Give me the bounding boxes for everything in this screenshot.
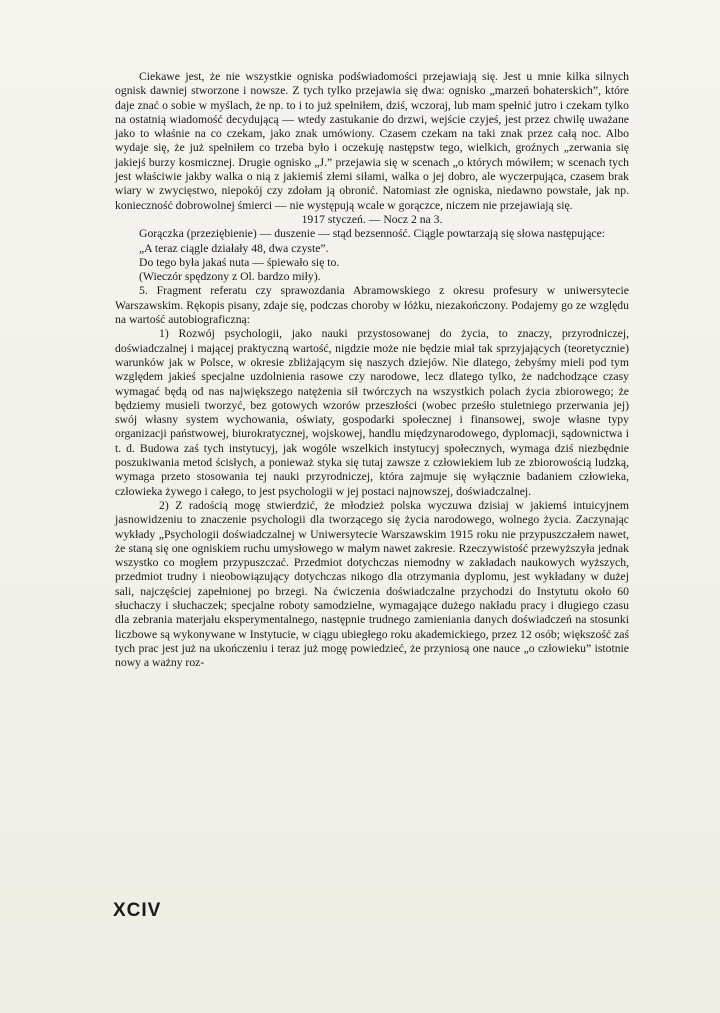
paragraph-podswiadomosc: Ciekawe jest, że nie wszystkie ogniska podświadomości przejawiają się. Jest u mnie kilka silnych ognisk dawniej stworzone i nowsze. Z tych tylko przejawia się dwa: ognisko „marzeń bohaterskich”, które daje znać o sobie w myślach, że np. to i to już spełniłem, dziś, wczoraj, lub mam spełnić jutro i czekam tylko na ostatnią wiadomość decydującą — wtedy zastukanie do drzwi, wejście czyjeś, jest przez chwilę uważane jako to właśnie na co czekam, jako znak umówiony. Czasem czekam na taki znak przez całą noc. Albo wydaje się, że już spełniłem co trzeba było i oczekuję następstw tego, wielkich, groźnych „zerwania się jakiejś burzy kosmicznej. Drugie ognisko „J.” przejawia się w scenach „o których mówiłem; w scenach tych jest właściwie jakby walka o nią z jakiemiś złemi siłami, walka o jej dobro, ale wyczerpująca, czasem brak wiary w zwycięstwo, niepokój czy zdołam ją obronić. Natomiast złe ogniska, niedawno powstałe, jak np. konieczność dobrowolnej śmierci — nie występują wcale w gorączce, niczem nie przejawiają się. — [115, 70, 629, 212]
body-text — [115, 70, 629, 670]
paragraph-goraczka: Gorączka (przeziębienie) — duszenie — stąd bezsenność. Ciągle powtarzają się słowa następujące: — [139, 227, 605, 241]
quoted-line: „A teraz ciągle działały 48, dwa czyste”. — [139, 241, 329, 255]
page-number: XCIV — [113, 900, 162, 921]
numbered-paragraph-2: 2) Z radością mogę stwierdzić, że młodzież polska wyczuwa dzisiaj w jakiemś intuicyjnem jasnowidzeniu to znaczenie psychologii dla tworzącego się życia narodowego, wolnego życia. Zaczynając wykłady „Psychologii doświadczalnej w Uniwersytecie Warszawskim 1915 roku nie przypuszczałem nawet, że staną się one ogniskiem ruchu umysłowego w małym nawet zakresie. Rzeczywistość przewyższyła jednak wszystko co mogłem przypuszczać. Przedmiot dotychczas niemodny w zakładach naukowych wyższych, przedmiot trudny i nieobowiązujący dotychczas nikogo dla otrzymania dyplomu, jest wykładany w dużej sali, najczęściej zapełnionej po brzegi. Na ćwiczenia doświadczalne przychodzi do Instytutu około 60 słuchaczy i słuchaczek; specjalne roboty samodzielne, wymagające dużego nakładu pracy i długiego czasu dla zebrania materjału eksperymentalnego, następnie trudnego zamieniania danych doświadczeń na stosunki liczbowe są wykonywane w Instytucie, w ciągu ubiegłego roku akademickiego, przez 12 osób; większość zaś tych prac jest już na ukończeniu i teraz już mogę powiedzieć, że przyniosą one nauce „o człowieku” istotnie nowy a ważny roz- — [115, 498, 629, 670]
note-line: Do tego była jakaś nuta — śpiewało się to. — [139, 255, 340, 269]
numbered-paragraph-1: 1) Rozwój psychologii, jako nauki przystosowanej do życia, to znaczy, przyrodniczej, doświadczalnej i mającej praktyczną wartość, nigdzie może nie będzie miał tak sprzyjających (teoretycznie) warunków jak w Polsce, w okresie zbliżającym się naszych dziejów. Nie dlatego, żebyśmy mieli pod tym względem jakieś specjalne uzdolnienia rasowe czy narodowe, lecz dlatego tylko, że nadchodzące czasy wymagać będą od nas największego natężenia sił twórczych na wszystkich polach życia zbiorowego; że będziemy musieli tworzyć, bez gotowych wzorów przeszłości (wobec prześło stuletniego przerwania jej) swój własny system wychowania, oświaty, gospodarki społecznej i finansowej, swoje własne typy organizacji państwowej, biurokratycznej, wojskowej, handlu międzynarodowego, dyplomacji, sądownictwa i t. d. Budowa zaś tych instytucyj, jak wogóle wszelkich instytucyj społecznych, wymaga dziś niezbędnie poszukiwania metod ścisłych, a ponieważ styka się tutaj zawsze z człowiekiem lub ze zbiorowością ludzką, wymaga przeto stosowania tej nauki przyrodniczej, która zajmuje się wyłącznie badaniem człowieka, człowieka żywego i całego, to jest psychologii w jej postaci najnowszej, doświadczalnej. — [115, 327, 629, 498]
diary-date-heading: 1917 styczeń. — Nocz 2 na 3. — [301, 212, 443, 226]
paragraph-fragment-intro: 5. Fragment referatu czy sprawozdania Abramowskiego z okresu profesury w uniwersytecie Warszawskim. Rękopis pisany, zdaje się, podczas choroby w łóżku, niezakończony. Podajemy go ze względu na wartość autobiograficzną: — [115, 284, 629, 327]
note-line: (Wieczór spędzony z Ol. bardzo miły). — [139, 270, 321, 284]
